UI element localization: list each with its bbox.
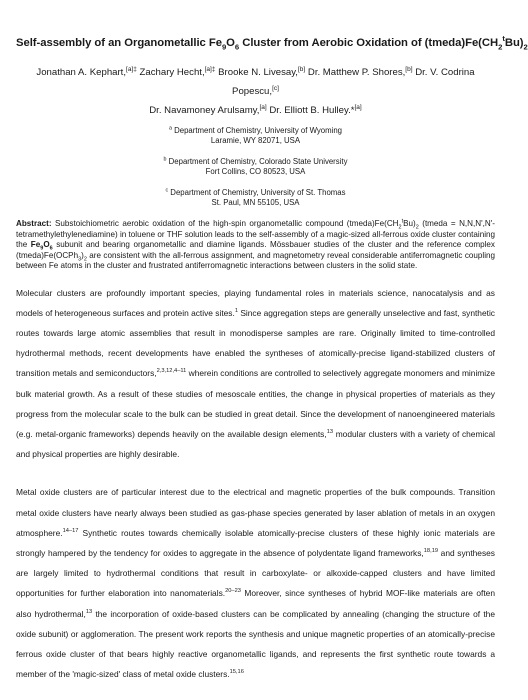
author-list [16, 63, 495, 120]
author-line-2: Dr. Navamoney Arulsamy,[a] Dr. Elliott B. Hulley.*[a] [149, 103, 362, 116]
author-line-1: Jonathan A. Kephart,$^{[a]\ddagger}$ Zachary Hecht,$^{[a]\ddagger}$ Brooke N. Livesay,[b] Dr. Matthew P. Shores,[b] Dr. V. Codrina Popescu,[c] [36, 65, 475, 97]
affiliation-list [16, 126, 495, 208]
paragraph-1: Molecular clusters are profoundly important species, playing fundamental roles in materials science, nanocatalysis and as models of heterogeneous surfaces and protein active sites.$^1$ Since aggregation steps are generally unselective and fast, synthetic routes towards large atomic assemblies that result in monodisperse samples are rare. Originally limited to time-controlled hydrothermal methods, recent developments have enabled the syntheses of atomically-precise ligand-stabilized clusters of transition metals and semiconductors,$^{2,3,12,4-11}$ wherein conditions are controlled to selectively aggregate monomers and minimize bulk material growth. As a result of these studies of mesoscale entities, the change in physical properties of materials as they progress from the molecular scale to the bulk can be studied in great detail. Since the development of nanoengineered materials (e.g. metal-organic frameworks) depends heavily on the available design elements,$^{13}$ modular clusters with a variety of chemical and physical properties are highly desirable. [16, 287, 495, 460]
affiliation-b: $^b$ Department of Chemistry, Colorado State University Fort Collins, CO 80523, USA [163, 156, 348, 176]
body-text [16, 283, 495, 685]
affiliation-a: $^a$ Department of Chemistry, University of Wyoming Laramie, WY 82071, USA [168, 125, 343, 145]
paper-title: Self-assembly of an Organometallic $Fe_9O_6$ Cluster from Aerobic Oxidation of $(tmeda)Fe(CH_2^tBu)_2$ [16, 34, 528, 52]
paragraph-2: Metal oxide clusters are of particular interest due to the electrical and magnetic properties of the bulk compounds. Transition metal oxide clusters have nearly always been studied as gas-phase species generated by laser ablation of metals in an oxygen atmosphere.$^{14-17}$ Synthetic routes towards chemically isolable atomically-precise clusters of these highly ionic materials are strongly hampered by the tendency for oxides to aggregate in the absence of polydentate ligand frameworks,$^{18,19}$ and syntheses are largely limited to hydrothermal conditions that result in carboxylate- or alkoxide-capped clusters and have limited opportunities for further elaboration into nanomaterials.$^{20-23}$ Moreover, since syntheses of hybrid MOF-like materials are often also hydrothermal,$^{13}$ the incorporation of oxide-based clusters can be complicated by annealing (changing the structure of the oxide subunit) or agglomeration. The present work reports the synthesis and unique magnetic properties of an atomically-precise ferrous oxide cluster of that bears highly reactive organometallic ligands, and represents the first synthetic route towards a member of the 'magic-sized' class of metal oxide clusters.$^{15,16}$ [16, 487, 495, 680]
abstract: Abstract: Substoichiometric aerobic oxidation of the high-spin organometallic compound $(tmeda)Fe(CH_2^tBu)_2$ (tmeda = N,N,N',N'-tetramethylethylenediamine) in toluene or THF solution leads to the self-assembly of a magic-sized all-ferrous oxide cluster containing the $Fe_9O_6$ subunit and bearing organometallic and diamine ligands. Mössbauer studies of the cluster and the reference complex $(tmeda)Fe(OCPh_3)_2$ are consistent with the all-ferrous assignment, and magnetometry reveal considerable antiferromagnetic coupling between Fe atoms in the cluster and frustrated antiferromagnetic interactions between clusters in the solid state. [16, 218, 495, 270]
affiliation-c: $^c$ Department of Chemistry, University of St. Thomas St. Paul, MN 55105, USA [165, 187, 346, 207]
